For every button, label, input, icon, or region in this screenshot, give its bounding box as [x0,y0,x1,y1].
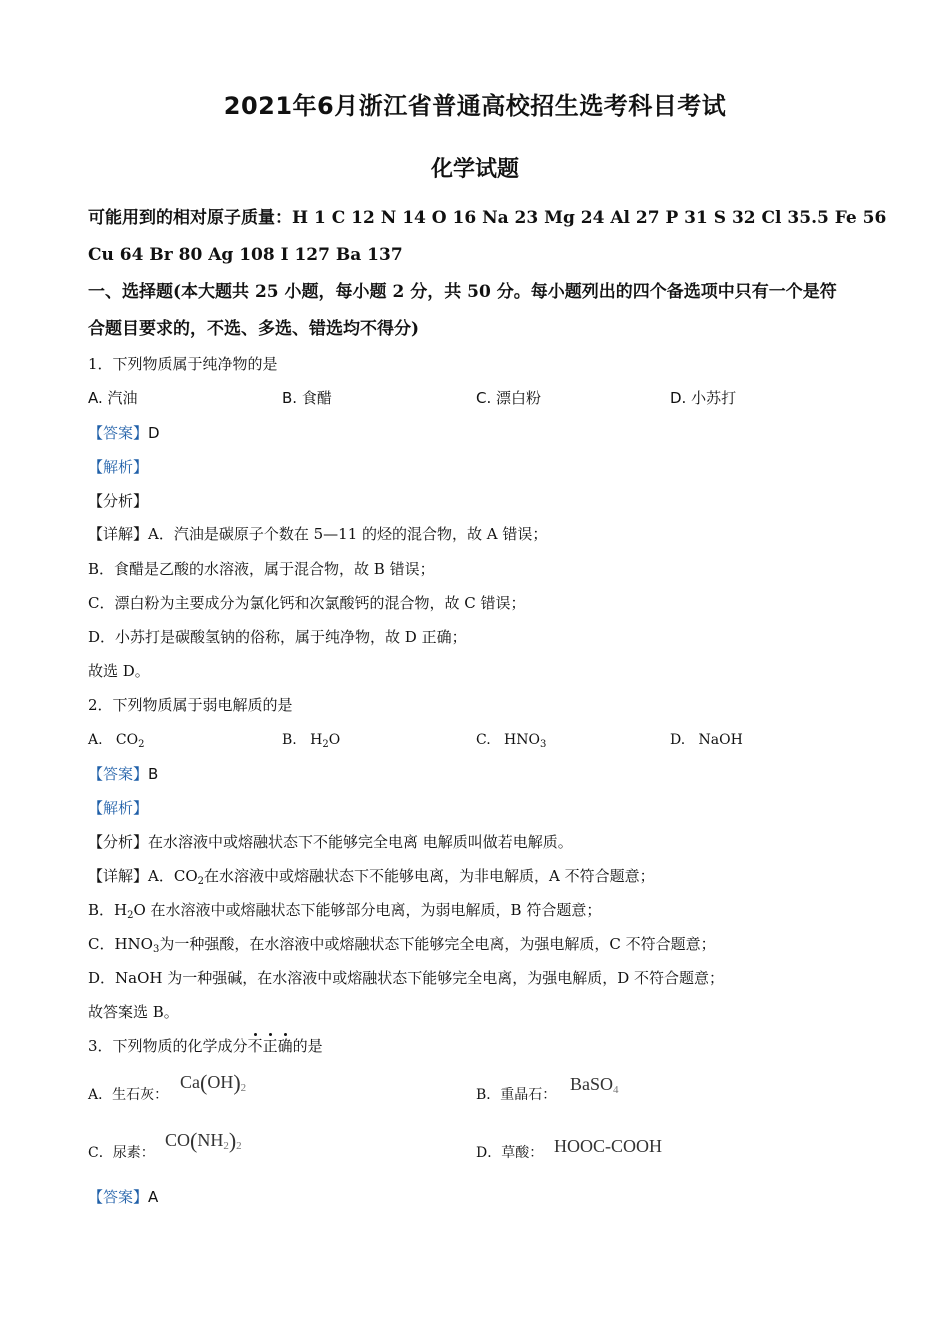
q1-answer [88,423,160,443]
q3-option-d-formula: HOOC-COOH [554,1136,662,1156]
q1-detail-d: D．小苏打是碳酸氢钠的俗称，属于纯净物，故 D 正确； [88,628,467,646]
q1-option-b: B. 食醋 [282,389,332,407]
q2-option-d: D. NaOH [670,732,743,748]
q1-option-c: C. 漂白粉 [476,389,542,407]
q1-detail-c: C．漂白粉为主要成分为氯化钙和次氯酸钙的混合物，故 C 错误； [88,594,526,612]
q1-stem: 1．下列物质属于纯净物的是 [88,355,278,373]
q1-detail-b: B．食醋是乙酸的水溶液，属于混合物，故 B 错误； [88,560,435,578]
q3-stem: 3．下列物质的化学成分不正确的是 [88,1037,323,1055]
q3-answer-value: A [148,1188,159,1206]
q1-analysis-tag: 【解析】 [88,458,149,476]
q2-answer: 【答案】B [88,765,159,783]
q3-option-c-formula: $CO(NH_2)_2$ [165,1128,242,1153]
q3-answer: 【答案】A [88,1188,159,1206]
answer-tag: 【答案】 [88,424,149,442]
q2-analysis-tag: 【解析】 [88,799,149,817]
q2-option-b: B. $H_2O$ [282,732,341,750]
q3-option-a-label: A．生石灰： [88,1087,169,1103]
q2-conclusion: 故答案选 B。 [88,1003,179,1021]
q3-option-c-label: C．尿素： [88,1145,155,1161]
q2-option-a: A. $CO_2$ [88,732,145,750]
section-heading-line-1: 一、选择题(本大题共 25 小题，每小题 2 分，共 50 分。每小题列出的四个备选项中只有一个是符 [88,282,837,302]
q2-option-c: C. $HNO_3$ [476,732,547,750]
q1-conclusion: 故选 D。 [88,662,150,680]
exam-subtitle: 化学试题 [430,157,519,182]
exam-title: 2021年6月浙江省普通高校招生选考科目考试 [223,92,727,120]
q2-detail-a: 【详解】A．$CO_2$在水溶液中或熔融状态下不能够电离，为非电解质，A 不符合题意； [88,867,655,887]
q3-option-b-formula: BaSO$_4$ [570,1074,619,1096]
q1-fenxi: 【分析】 [88,492,149,510]
q1-answer-value: D [148,424,160,442]
q2-detail-c: C．$HNO_3$为一种强酸，在水溶液中或熔融状态下能够完全电离，为强电解质，C 不符合题意； [88,935,716,955]
atomic-mass-line-2: Cu 64 Br 80 Ag 108 I 127 Ba 137 [88,245,403,265]
q2-detail-d: D．NaOH 为一种强碱，在水溶液中或熔融状态下能够完全电离，为强电解质，D 不符合题意； [88,969,725,987]
q1-option-d: D. 小苏打 [670,389,737,407]
q1-option-a: A. 汽油 [88,389,138,407]
q3-option-a-formula: $Ca(OH)_2$ [180,1070,247,1095]
q2-stem: 2．下列物质属于弱电解质的是 [88,696,293,714]
q2-answer-value: B [148,765,159,783]
section-heading-line-2: 合题目要求的，不选、多选、错选均不得分) [88,319,420,339]
q3-option-d-label: D．草酸： [476,1145,544,1161]
q3-option-b-label: B．重晶石： [476,1087,557,1103]
q2-fenxi: 【分析】在水溶液中或熔融状态下不能够完全电离 电解质叫做若电解质。 [88,833,573,851]
q1-detail-a: 【详解】A．汽油是碳原子个数在 5—11 的烃的混合物，故 A 错误； [88,525,548,543]
emphasis-dots: 不正确 [247,1037,293,1055]
atomic-mass-line-1: 可能用到的相对原子质量：H 1 C 12 N 14 O 16 Na 23 Mg 24 Al 27 P 31 S 32 Cl 35.5 Fe 56 [88,208,887,228]
q2-detail-b: B．$H_2O$ 在水溶液中或熔融状态下能够部分电离，为弱电解质，B 符合题意； [88,901,602,921]
